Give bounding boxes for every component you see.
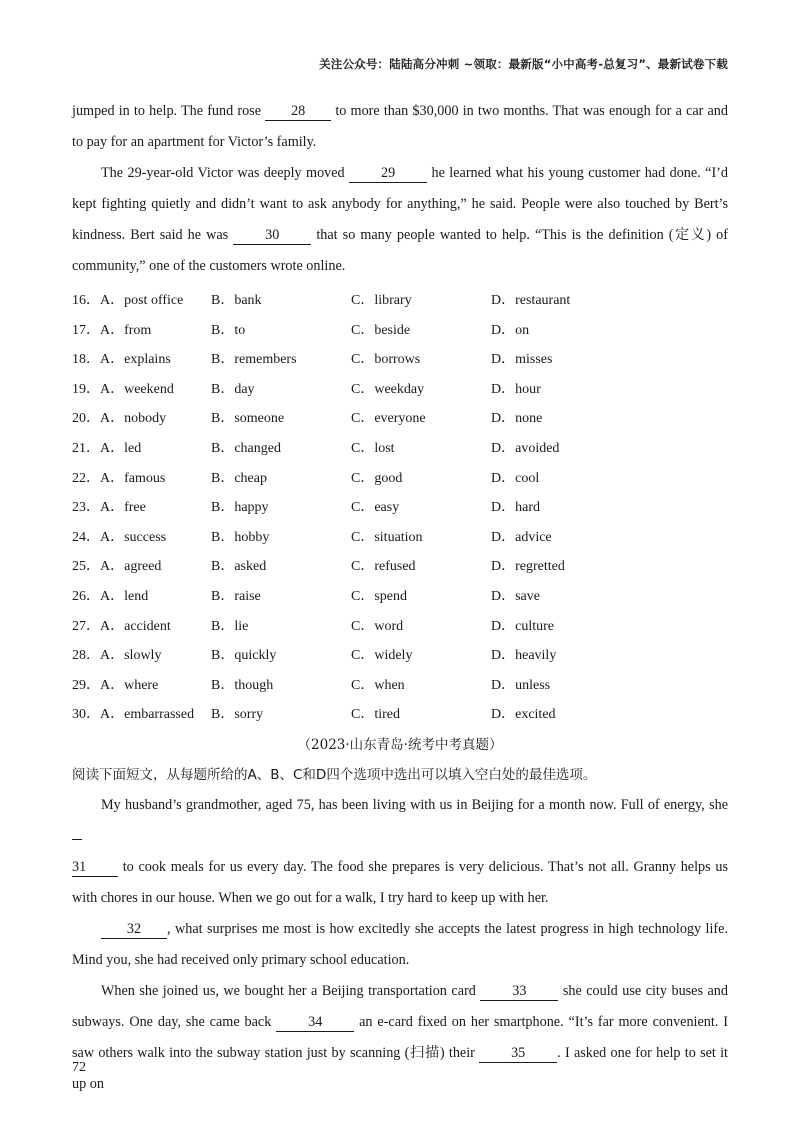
option-text: 26． bbox=[72, 588, 100, 604]
option-b: B．day bbox=[211, 381, 255, 397]
option-a bbox=[72, 552, 161, 582]
question-row bbox=[72, 582, 728, 612]
blank-31: 31 bbox=[72, 859, 118, 877]
option-d: D．misses bbox=[491, 352, 553, 368]
text-run: , what surprises me most is how excitedly she accepts the latest progress in high technology life. Mind you, she had received only primary school education. bbox=[72, 920, 728, 968]
text-run: that so many people wanted to help. “This is the definition (定义) of community,” one of the customers wrote online. bbox=[72, 227, 728, 274]
option-text: A．led bbox=[100, 440, 142, 456]
option-c: C．lost bbox=[351, 440, 395, 456]
option-b: B．lie bbox=[211, 618, 249, 634]
option-d: D．unless bbox=[491, 677, 551, 693]
option-c: C．tired bbox=[351, 707, 400, 723]
option-b: B．hobby bbox=[211, 529, 270, 545]
option-b: B．bank bbox=[211, 293, 262, 308]
text-run: jumped in to help. The fund rose bbox=[72, 103, 266, 119]
option-c: C．when bbox=[351, 677, 405, 693]
option-b: B．raise bbox=[211, 588, 261, 604]
option-d: D．avoided bbox=[491, 440, 560, 456]
question-row bbox=[72, 493, 728, 523]
question-row bbox=[72, 700, 728, 730]
option-d: D．none bbox=[491, 411, 543, 427]
option-c: C．situation bbox=[351, 529, 423, 545]
option-text: A．agreed bbox=[100, 559, 162, 575]
option-text: 21． bbox=[72, 440, 100, 456]
option-a bbox=[72, 700, 194, 730]
option-a bbox=[72, 404, 166, 434]
option-b: B．remembers bbox=[211, 352, 297, 368]
option-d: D．save bbox=[491, 588, 540, 604]
option-c: C．widely bbox=[351, 648, 413, 664]
blank-35: 35 bbox=[479, 1045, 557, 1063]
option-text: 19． bbox=[72, 381, 100, 397]
question-row bbox=[72, 434, 728, 464]
option-d: D．hard bbox=[491, 500, 540, 516]
option-text: 24． bbox=[72, 529, 100, 545]
option-a bbox=[72, 434, 141, 464]
question-row bbox=[72, 641, 728, 671]
option-b: B．sorry bbox=[211, 707, 264, 723]
option-c: C．good bbox=[351, 470, 403, 486]
option-a bbox=[72, 375, 174, 405]
option-text: A．where bbox=[100, 677, 159, 693]
text-run: to cook meals for us every day. The food she prepares is very delicious. That’s not all. Granny helps us with chores in our house. When we go out for a walk, I try hard to keep up with her. bbox=[72, 858, 728, 906]
option-text: A．success bbox=[100, 529, 167, 545]
option-text: 27． bbox=[72, 618, 100, 634]
option-text: A．nobody bbox=[100, 411, 167, 427]
option-d: D．culture bbox=[491, 618, 554, 634]
exam-source: （2023·山东青岛·统考中考真题） bbox=[297, 736, 503, 753]
option-c: C．borrows bbox=[351, 352, 421, 368]
option-text: 17． bbox=[72, 322, 100, 338]
option-a bbox=[72, 493, 146, 523]
passage1-paragraph1 bbox=[72, 96, 728, 158]
text-run: he learned what his young customer had done. “I’d kept fighting quietly and didn’t want to ask anybody for anything,” he said. People were also touched by Bert’s kindness. Bert said he was bbox=[72, 165, 728, 243]
option-c: C．easy bbox=[351, 500, 400, 516]
option-c: C．beside bbox=[351, 322, 411, 338]
instruction-text: 阅读下面短文，从每题所给的A、B、C和D四个选项中选出可以填入空白处的最佳选项。 bbox=[72, 766, 597, 783]
option-a bbox=[72, 286, 183, 316]
option-c: C．spend bbox=[351, 588, 407, 604]
question-row bbox=[72, 671, 728, 701]
option-a bbox=[72, 523, 166, 553]
question-row bbox=[72, 345, 728, 375]
page-header: 关注公众号：陆陆高分冲刺 ~领取：最新版“小中高考-总复习”、最新试卷下载 bbox=[319, 57, 728, 71]
option-c: C．library bbox=[351, 293, 412, 308]
text-run: When she joined us, we bought her a Beijing transportation card bbox=[101, 982, 481, 999]
question-row bbox=[72, 464, 728, 494]
option-a bbox=[72, 641, 161, 671]
question-row bbox=[72, 612, 728, 642]
text-run: to more than $30,000 in two months. That was enough for a car and to pay for an apartment for Victor’s family. bbox=[72, 103, 728, 150]
option-a bbox=[72, 612, 171, 642]
option-d: D．regretted bbox=[491, 559, 565, 575]
text-run: My husband’s grandmother, aged 75, has been living with us in Beijing for a month now. Full of energy, she bbox=[101, 796, 728, 813]
option-d: D．cool bbox=[491, 470, 540, 486]
option-c: C．refused bbox=[351, 559, 416, 575]
option-d: D．advice bbox=[491, 529, 552, 545]
option-text: 16． bbox=[72, 293, 100, 308]
option-a bbox=[72, 671, 158, 701]
option-text: A．explains bbox=[100, 352, 171, 368]
option-b: B．asked bbox=[211, 559, 267, 575]
option-text: A．free bbox=[100, 500, 146, 516]
option-text: A．famous bbox=[100, 470, 166, 486]
option-text: A．embarrassed bbox=[100, 707, 195, 723]
option-c: C．weekday bbox=[351, 381, 425, 397]
passage2-paragraph3 bbox=[72, 976, 728, 1100]
document-body bbox=[72, 96, 728, 1100]
text-run: . I asked one for help to set it up on bbox=[72, 1044, 728, 1092]
option-a bbox=[72, 316, 151, 346]
blank-34: 34 bbox=[276, 1014, 354, 1032]
option-text: 23． bbox=[72, 500, 100, 516]
passage2-paragraph1 bbox=[72, 790, 728, 914]
option-b: B．someone bbox=[211, 411, 285, 427]
option-text: 20． bbox=[72, 411, 100, 427]
question-row bbox=[72, 404, 728, 434]
option-b: B．changed bbox=[211, 440, 281, 456]
blank-29: 29 bbox=[349, 165, 427, 183]
option-c: C．word bbox=[351, 618, 404, 634]
page-number: 72 bbox=[72, 1060, 86, 1075]
question-row bbox=[72, 316, 728, 346]
option-d: D．restaurant bbox=[491, 293, 571, 308]
blank-30: 30 bbox=[233, 227, 311, 245]
passage2-paragraph2 bbox=[72, 914, 728, 976]
text-run: an e-card fixed on her smartphone. “It’s far more convenient. I saw others walk into the subway station just by scanning (扫描) their bbox=[72, 1013, 728, 1061]
option-text: 28． bbox=[72, 648, 100, 664]
option-b: B．though bbox=[211, 677, 274, 693]
option-a bbox=[72, 582, 148, 612]
option-b: B．happy bbox=[211, 500, 269, 516]
passage1-paragraph2 bbox=[72, 158, 728, 282]
option-a bbox=[72, 464, 165, 494]
option-text: 18． bbox=[72, 352, 100, 368]
blank-32: 32 bbox=[101, 921, 167, 939]
blank-31-lead bbox=[72, 839, 82, 840]
option-text: 30． bbox=[72, 707, 100, 723]
option-c: C．everyone bbox=[351, 411, 426, 427]
option-text: A．lend bbox=[100, 588, 149, 604]
option-d: D．hour bbox=[491, 381, 541, 397]
option-b: B．quickly bbox=[211, 648, 277, 664]
option-text: A．from bbox=[100, 322, 152, 338]
option-text: A．slowly bbox=[100, 648, 162, 664]
option-d: D．on bbox=[491, 322, 530, 338]
option-text: A．accident bbox=[100, 618, 171, 634]
question-row bbox=[72, 375, 728, 405]
question-row bbox=[72, 286, 728, 316]
question-row bbox=[72, 523, 728, 553]
text-run: The 29-year-old Victor was deeply moved bbox=[101, 165, 350, 181]
question-row bbox=[72, 552, 728, 582]
option-text: 29． bbox=[72, 677, 100, 693]
text-run: she could use city buses and subways. One day, she came back bbox=[72, 982, 728, 1030]
question-options-list bbox=[72, 286, 728, 730]
option-text: 22． bbox=[72, 470, 100, 486]
blank-33: 33 bbox=[480, 983, 558, 1001]
blank-28: 28 bbox=[265, 103, 331, 121]
option-d: D．heavily bbox=[491, 648, 557, 664]
option-text: A．post office bbox=[100, 293, 184, 308]
option-text: 25． bbox=[72, 559, 100, 575]
option-a bbox=[72, 345, 171, 375]
option-text: A．weekend bbox=[100, 381, 174, 397]
option-b: B．to bbox=[211, 322, 246, 338]
option-b: B．cheap bbox=[211, 470, 267, 486]
option-d: D．excited bbox=[491, 707, 556, 723]
